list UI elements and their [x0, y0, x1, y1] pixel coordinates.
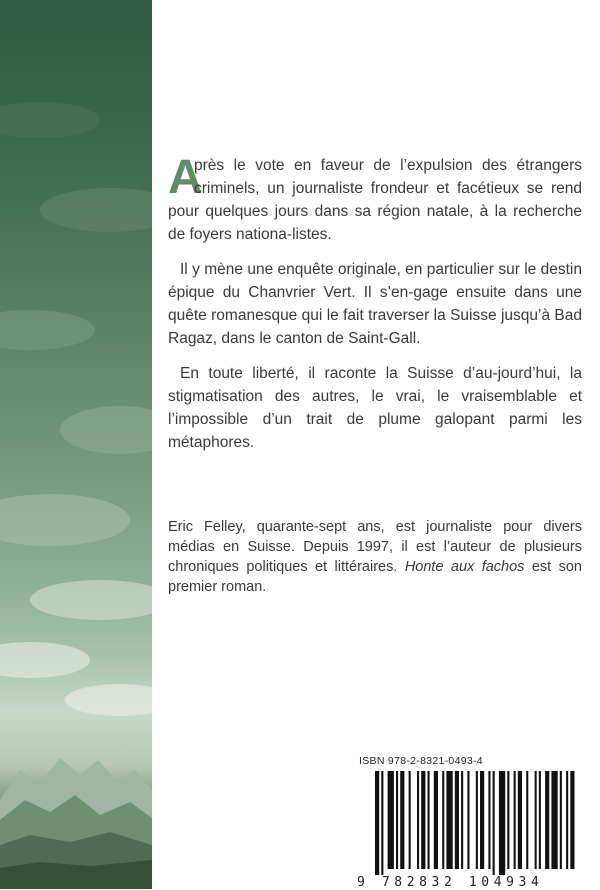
blurb-paragraph-1 [168, 151, 582, 246]
barcode-bar [409, 771, 411, 869]
drop-cap: A [168, 151, 202, 204]
barcode-bar [400, 771, 404, 869]
barcode-bar [514, 771, 516, 869]
barcode-bar [434, 771, 438, 869]
barcode-bar [455, 771, 459, 869]
book-title: Honte aux fachos [404, 559, 525, 575]
barcode-bar [446, 771, 452, 869]
barcode-bar [488, 771, 490, 869]
barcode-bar [388, 771, 394, 869]
barcode-bar [417, 771, 419, 869]
barcode-bar [476, 771, 478, 869]
barcode-bar [381, 771, 383, 875]
barcode-bar [467, 771, 469, 869]
bio-text-after: est son premier roman. [168, 559, 582, 595]
barcode-bar [566, 771, 568, 869]
barcode-bar [535, 771, 537, 869]
barcode-bar [442, 771, 444, 869]
barcode-bar [545, 771, 549, 869]
barcode-bar [375, 771, 379, 875]
landscape-photo-icon [0, 0, 152, 889]
barcode-bar [518, 771, 522, 869]
barcode-bar [499, 771, 505, 875]
barcode-bar [570, 771, 574, 869]
book-blurb [168, 151, 582, 466]
blurb-paragraph-3: En toute liberté, il raconte la Suisse d’au-jourd’hui, la stigmatisation des autres, le vrai, le vraisemblable et l’impossible d’un trait de plume galopant parmi les métaphores. [168, 365, 582, 451]
barcode-bar [560, 771, 562, 869]
barcode-bar [396, 771, 398, 869]
blurb-paragraph-2: Il y mène une enquête originale, en particulier sur le destin épique du Chanvrier Vert. Il s’en-gage ensuite dans une quête romanesque qui le fait traverser la Suisse jusqu’à Bad Ragaz, dans le canton de Saint-Gall. [168, 261, 582, 347]
barcode-bar [526, 771, 528, 869]
barcode-bar [421, 771, 425, 869]
barcode-icon [357, 771, 585, 875]
isbn-barcode-block [357, 755, 585, 889]
cover-landscape-photo [0, 0, 152, 889]
barcode-bar [461, 771, 463, 869]
barcode-bar [507, 771, 509, 869]
barcode-bar [539, 771, 541, 869]
blurb-paragraph-1-text: près le vote en faveur de l’expulsion des étrangers criminels, un journaliste frondeur et facétieux se rend pour quelques jours dans sa région natale, à la recherche de foyers nationa-listes. [168, 157, 582, 243]
barcode-bar [480, 771, 484, 869]
author-bio [168, 517, 582, 597]
author-bio-text [168, 517, 582, 597]
barcode-digits: 9 782832 104934 [357, 875, 544, 890]
bio-text-before: Eric Felley, quarante-sept ans, est journaliste pour divers médias en Suisse. Depuis 1997, il est l’auteur de plusieurs chroniques politiques et littéraires. [168, 519, 582, 575]
barcode-bar [493, 771, 495, 875]
isbn-label: ISBN 978-2-8321-0493-4 [359, 755, 483, 767]
barcode-bar [428, 771, 430, 869]
barcode-bar [551, 771, 557, 869]
